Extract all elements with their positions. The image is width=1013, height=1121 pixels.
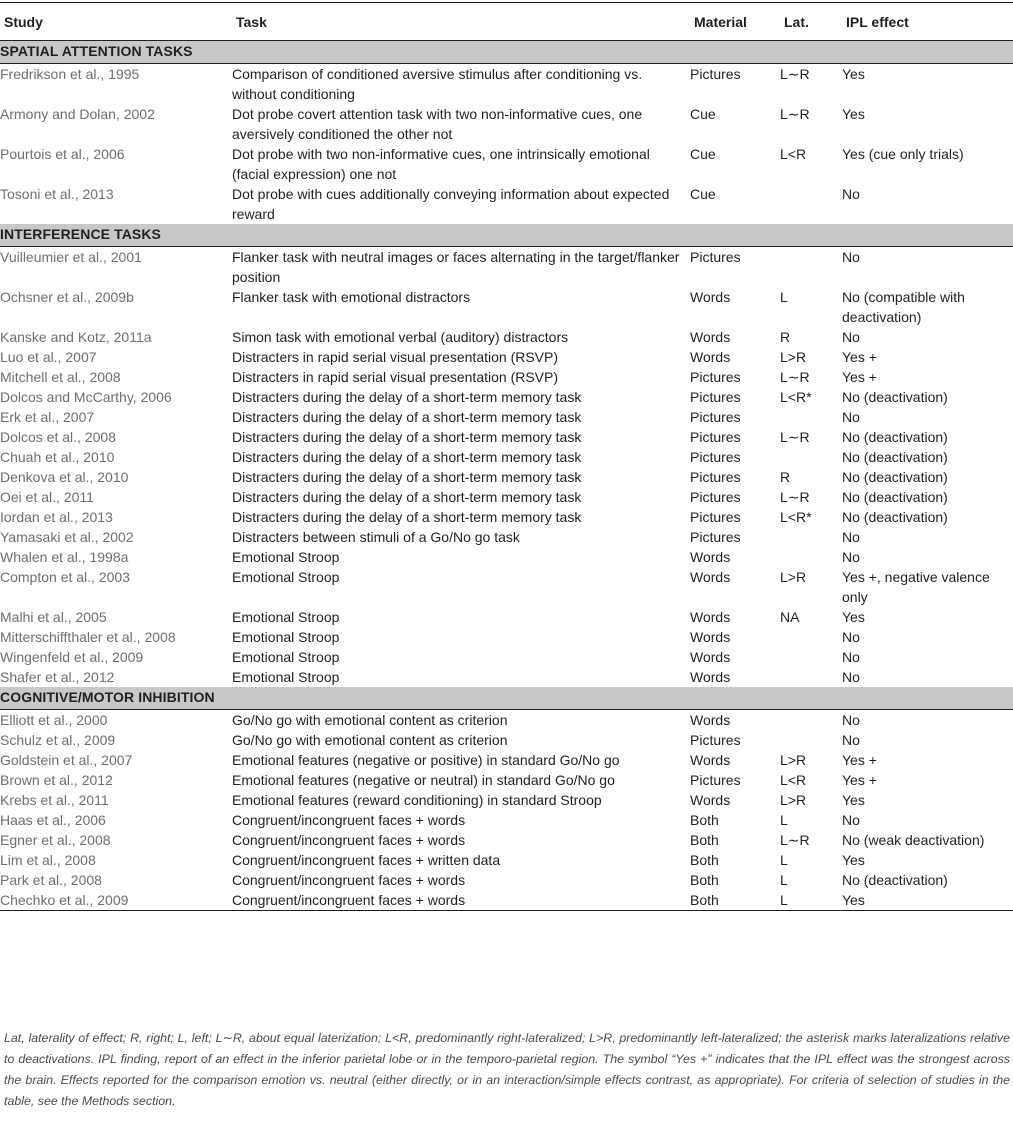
material-cell: Pictures xyxy=(690,732,741,748)
laterality-cell xyxy=(780,184,842,224)
table-row xyxy=(0,347,1013,367)
material-cell: Both xyxy=(690,832,719,848)
laterality-cell: L∼R xyxy=(780,66,810,82)
study-cell: Ochsner et al., 2009b xyxy=(0,289,134,305)
laterality-cell: L xyxy=(780,289,788,305)
ipl-effect-cell: No (deactivation) xyxy=(842,872,948,888)
study-cell: Dolcos and McCarthy, 2006 xyxy=(0,389,172,405)
material-cell: Pictures xyxy=(690,66,741,82)
ipl-effect-cell: No xyxy=(842,186,860,202)
table-row xyxy=(0,387,1013,407)
table-row xyxy=(0,407,1013,427)
task-cell: Simon task with emotional verbal (auditory) distractors xyxy=(232,329,569,345)
study-cell: Elliott et al., 2000 xyxy=(0,712,108,728)
material-cell: Words xyxy=(690,712,731,728)
task-cell: Go/No go with emotional content as criterion xyxy=(232,732,508,748)
study-cell: Armony and Dolan, 2002 xyxy=(0,106,155,122)
ipl-effect-cell: No xyxy=(842,669,860,685)
study-cell: Brown et al., 2012 xyxy=(0,772,113,788)
table-row xyxy=(0,104,1013,144)
header-ipl-effect: IPL effect xyxy=(842,3,1013,41)
ipl-effect-cell: Yes xyxy=(842,852,865,868)
ipl-effect-cell: Yes xyxy=(842,890,1013,911)
study-cell: Mitterschiffthaler et al., 2008 xyxy=(0,629,176,645)
study-cell: Chechko et al., 2009 xyxy=(0,890,232,911)
table-row xyxy=(0,567,1013,607)
material-cell: Pictures xyxy=(690,369,741,385)
study-cell: Lim et al., 2008 xyxy=(0,852,96,868)
material-cell: Pictures xyxy=(690,509,741,525)
laterality-cell xyxy=(780,247,842,288)
material-cell: Both xyxy=(690,852,719,868)
table-row xyxy=(0,247,1013,288)
laterality-cell xyxy=(780,647,842,667)
material-cell: Words xyxy=(690,329,731,345)
laterality-cell: L xyxy=(780,890,842,911)
table-row xyxy=(0,487,1013,507)
ipl-effect-cell: No xyxy=(842,649,860,665)
ipl-effect-cell: Yes + xyxy=(842,369,877,385)
ipl-effect-cell: No (deactivation) xyxy=(842,429,948,445)
ipl-effect-cell: No xyxy=(842,549,860,565)
laterality-cell: L xyxy=(780,812,788,828)
ipl-effect-cell: No xyxy=(842,529,860,545)
material-cell: Pictures xyxy=(690,249,741,265)
table-row xyxy=(0,890,1013,911)
material-cell: Pictures xyxy=(690,529,741,545)
laterality-cell xyxy=(780,407,842,427)
task-cell: Congruent/incongruent faces + words xyxy=(232,832,466,848)
table-body xyxy=(0,41,1013,911)
laterality-cell xyxy=(780,730,842,750)
section-header-row xyxy=(0,224,1013,247)
laterality-cell: NA xyxy=(780,609,800,625)
task-cell: Emotional features (reward conditioning) in standard Stroop xyxy=(232,792,602,808)
ipl-effect-cell: Yes xyxy=(842,609,865,625)
task-cell: Distracters during the delay of a short-term memory task xyxy=(232,429,582,445)
task-cell: Congruent/incongruent faces + words xyxy=(232,812,466,828)
task-cell: Congruent/incongruent faces + written data xyxy=(232,852,501,868)
study-cell: Erk et al., 2007 xyxy=(0,409,95,425)
ipl-effect-cell: No xyxy=(842,629,860,645)
material-cell: Words xyxy=(690,669,731,685)
material-cell: Pictures xyxy=(690,409,741,425)
material-cell: Pictures xyxy=(690,772,741,788)
study-cell: Compton et al., 2003 xyxy=(0,569,130,585)
task-cell: Emotional Stroop xyxy=(232,549,340,565)
header-study: Study xyxy=(0,3,232,41)
study-cell: Iordan et al., 2013 xyxy=(0,509,113,525)
study-cell: Whalen et al., 1998a xyxy=(0,549,129,565)
ipl-effect-cell: No xyxy=(842,409,860,425)
study-cell: Shafer et al., 2012 xyxy=(0,669,115,685)
laterality-cell: L∼R xyxy=(780,429,810,445)
laterality-cell xyxy=(780,527,842,547)
task-cell: Congruent/incongruent faces + words xyxy=(232,890,690,911)
ipl-effect-cell: No (deactivation) xyxy=(842,509,948,525)
table-row xyxy=(0,667,1013,687)
study-cell: Krebs et al., 2011 xyxy=(0,792,109,808)
laterality-cell: R xyxy=(780,329,791,345)
ipl-effect-cell: No xyxy=(842,812,860,828)
laterality-cell xyxy=(780,547,842,567)
laterality-cell xyxy=(780,710,842,731)
task-cell: Distracters during the delay of a short-term memory task xyxy=(232,409,582,425)
task-cell: Dot probe with two non-informative cues, one intrinsically emotional (facial expression) one not xyxy=(232,146,650,182)
table-row xyxy=(0,607,1013,627)
table-row xyxy=(0,710,1013,731)
material-cell: Pictures xyxy=(690,469,741,485)
laterality-cell: L∼R xyxy=(780,832,810,848)
laterality-cell: L>R xyxy=(780,349,807,365)
table-row xyxy=(0,64,1013,105)
material-cell: Both xyxy=(690,812,719,828)
laterality-cell: L>R xyxy=(780,752,807,768)
table-row xyxy=(0,547,1013,567)
material-cell: Words xyxy=(690,629,731,645)
table-row xyxy=(0,527,1013,547)
material-cell: Words xyxy=(690,609,731,625)
material-cell: Pictures xyxy=(690,489,741,505)
table-row xyxy=(0,467,1013,487)
ipl-effect-cell: No (compatible with deactivation) xyxy=(842,289,965,325)
table-row xyxy=(0,327,1013,347)
ipl-effect-cell: No (deactivation) xyxy=(842,469,948,485)
ipl-effect-cell: Yes + xyxy=(842,772,877,788)
table-row xyxy=(0,287,1013,327)
material-cell: Words xyxy=(690,349,731,365)
task-cell: Comparison of conditioned aversive stimulus after conditioning vs. without conditioning xyxy=(232,66,643,102)
task-cell: Emotional Stroop xyxy=(232,609,340,625)
material-cell: Words xyxy=(690,792,731,808)
header-lat: Lat. xyxy=(780,3,842,41)
ipl-effect-cell: Yes + xyxy=(842,349,877,365)
table-row xyxy=(0,367,1013,387)
laterality-cell: L xyxy=(780,872,788,888)
ipl-effect-cell: No xyxy=(842,329,860,345)
laterality-cell: L xyxy=(780,852,788,868)
task-cell: Dot probe with cues additionally conveying information about expected reward xyxy=(232,186,670,222)
material-cell: Words xyxy=(690,752,731,768)
ipl-effect-cell: No xyxy=(842,712,860,728)
task-cell: Emotional features (negative or neutral) in standard Go/No go xyxy=(232,772,615,788)
task-cell: Emotional Stroop xyxy=(232,629,340,645)
table-row xyxy=(0,770,1013,790)
section-title: INTERFERENCE TASKS xyxy=(0,224,1013,247)
study-cell: Egner et al., 2008 xyxy=(0,832,111,848)
ipl-effect-cell: No (deactivation) xyxy=(842,489,948,505)
laterality-cell xyxy=(780,447,842,467)
table-footnote: Lat, laterality of effect; R, right; L, left; L∼R, about equal laterization; L<R, predominantly right-lateralized; L>R, predominantly left-lateralized; the asterisk marks lateralizations relative to deactivations. IPL finding, report of an effect in the inferior parietal lobe or in the temporo-parietal region. The symbol “Yes +” indicates that the IPL effect was the strongest across the brain. Effects reported for the comparison emotion vs. neutral (either directly, or in an interaction/simple effects contrast, as appropriate). For criteria of selection of studies in the table, see the Methods section. xyxy=(4,1031,1010,1108)
study-cell: Goldstein et al., 2007 xyxy=(0,752,133,768)
task-cell: Congruent/incongruent faces + words xyxy=(232,872,466,888)
ipl-effect-cell: Yes (cue only trials) xyxy=(842,146,964,162)
laterality-cell xyxy=(780,667,842,687)
laterality-cell: L∼R xyxy=(780,369,810,385)
material-cell: Both xyxy=(690,890,780,911)
ipl-effect-cell: Yes + xyxy=(842,752,877,768)
study-cell: Yamasaki et al., 2002 xyxy=(0,529,134,545)
study-cell: Oei et al., 2011 xyxy=(0,489,94,505)
laterality-cell: L>R xyxy=(780,792,807,808)
laterality-cell: L∼R xyxy=(780,489,810,505)
ipl-effect-cell: No (weak deactivation) xyxy=(842,832,985,848)
header-material: Material xyxy=(690,3,780,41)
table-row xyxy=(0,750,1013,770)
study-cell: Haas et al., 2006 xyxy=(0,812,106,828)
table-row xyxy=(0,647,1013,667)
study-cell: Vuilleumier et al., 2001 xyxy=(0,249,142,265)
study-cell: Fredrikson et al., 1995 xyxy=(0,66,140,82)
table-row xyxy=(0,810,1013,830)
study-cell: Schulz et al., 2009 xyxy=(0,732,116,748)
study-cell: Luo et al., 2007 xyxy=(0,349,97,365)
material-cell: Both xyxy=(690,872,719,888)
study-cell: Dolcos et al., 2008 xyxy=(0,429,116,445)
study-cell: Mitchell et al., 2008 xyxy=(0,369,121,385)
material-cell: Words xyxy=(690,569,731,585)
material-cell: Words xyxy=(690,649,731,665)
ipl-effect-cell: No xyxy=(842,732,860,748)
laterality-cell: R xyxy=(780,469,791,485)
laterality-cell: L<R* xyxy=(780,389,812,405)
material-cell: Pictures xyxy=(690,429,741,445)
table-row xyxy=(0,184,1013,224)
header-task: Task xyxy=(232,3,690,41)
material-cell: Cue xyxy=(690,186,716,202)
ipl-effect-cell: Yes xyxy=(842,792,865,808)
ipl-effect-cell: No (deactivation) xyxy=(842,389,948,405)
material-cell: Pictures xyxy=(690,449,741,465)
task-cell: Distracters during the delay of a short-term memory task xyxy=(232,469,582,485)
study-cell: Tosoni et al., 2013 xyxy=(0,186,114,202)
laterality-cell: L<R xyxy=(780,146,807,162)
header-row xyxy=(0,3,1013,41)
task-cell: Distracters during the delay of a short-term memory task xyxy=(232,389,582,405)
table-row xyxy=(0,730,1013,750)
table-row xyxy=(0,447,1013,467)
study-cell: Denkova et al., 2010 xyxy=(0,469,129,485)
ipl-effect-cell: No (deactivation) xyxy=(842,449,948,465)
study-cell: Park et al., 2008 xyxy=(0,872,102,888)
table-row xyxy=(0,790,1013,810)
task-cell: Go/No go with emotional content as criterion xyxy=(232,712,508,728)
task-cell: Dot probe covert attention task with two non-informative cues, one aversively conditioned the other not xyxy=(232,106,643,142)
material-cell: Cue xyxy=(690,106,716,122)
task-cell: Distracters during the delay of a short-term memory task xyxy=(232,489,582,505)
study-cell: Wingenfeld et al., 2009 xyxy=(0,649,144,665)
task-cell: Emotional Stroop xyxy=(232,669,340,685)
task-cell: Distracters during the delay of a short-term memory task xyxy=(232,509,582,525)
studies-table xyxy=(0,2,1013,911)
material-cell: Pictures xyxy=(690,389,741,405)
section-header-row xyxy=(0,41,1013,64)
ipl-effect-cell: No xyxy=(842,249,860,265)
section-header-row xyxy=(0,687,1013,710)
section-title: COGNITIVE/MOTOR INHIBITION xyxy=(0,687,1013,710)
task-cell: Emotional features (negative or positive) in standard Go/No go xyxy=(232,752,620,768)
section-title: SPATIAL ATTENTION TASKS xyxy=(0,41,1013,64)
task-cell: Emotional Stroop xyxy=(232,569,340,585)
task-cell: Distracters during the delay of a short-term memory task xyxy=(232,449,582,465)
material-cell: Cue xyxy=(690,146,716,162)
study-cell: Malhi et al., 2005 xyxy=(0,609,107,625)
study-cell: Chuah et al., 2010 xyxy=(0,449,115,465)
task-cell: Distracters in rapid serial visual presentation (RSVP) xyxy=(232,369,559,385)
laterality-cell: L>R xyxy=(780,569,807,585)
table-row xyxy=(0,830,1013,850)
table-row xyxy=(0,427,1013,447)
ipl-effect-cell: Yes xyxy=(842,66,865,82)
task-cell: Emotional Stroop xyxy=(232,649,340,665)
table-row xyxy=(0,850,1013,870)
task-cell: Distracters in rapid serial visual presentation (RSVP) xyxy=(232,349,559,365)
task-cell: Flanker task with emotional distractors xyxy=(232,289,471,305)
table-row xyxy=(0,144,1013,184)
study-cell: Kanske and Kotz, 2011a xyxy=(0,329,152,345)
ipl-effect-cell: Yes xyxy=(842,106,865,122)
material-cell: Words xyxy=(690,549,731,565)
ipl-effect-cell: Yes +, negative valence only xyxy=(842,569,990,605)
table-row xyxy=(0,627,1013,647)
laterality-cell: L<R* xyxy=(780,509,812,525)
study-cell: Pourtois et al., 2006 xyxy=(0,146,125,162)
laterality-cell: L∼R xyxy=(780,106,810,122)
table-row xyxy=(0,870,1013,890)
table-header xyxy=(0,3,1013,41)
task-cell: Distracters between stimuli of a Go/No go task xyxy=(232,529,520,545)
table-row xyxy=(0,507,1013,527)
laterality-cell: L<R xyxy=(780,772,807,788)
material-cell: Words xyxy=(690,289,731,305)
task-cell: Flanker task with neutral images or faces alternating in the target/flanker position xyxy=(232,249,680,285)
laterality-cell xyxy=(780,627,842,647)
